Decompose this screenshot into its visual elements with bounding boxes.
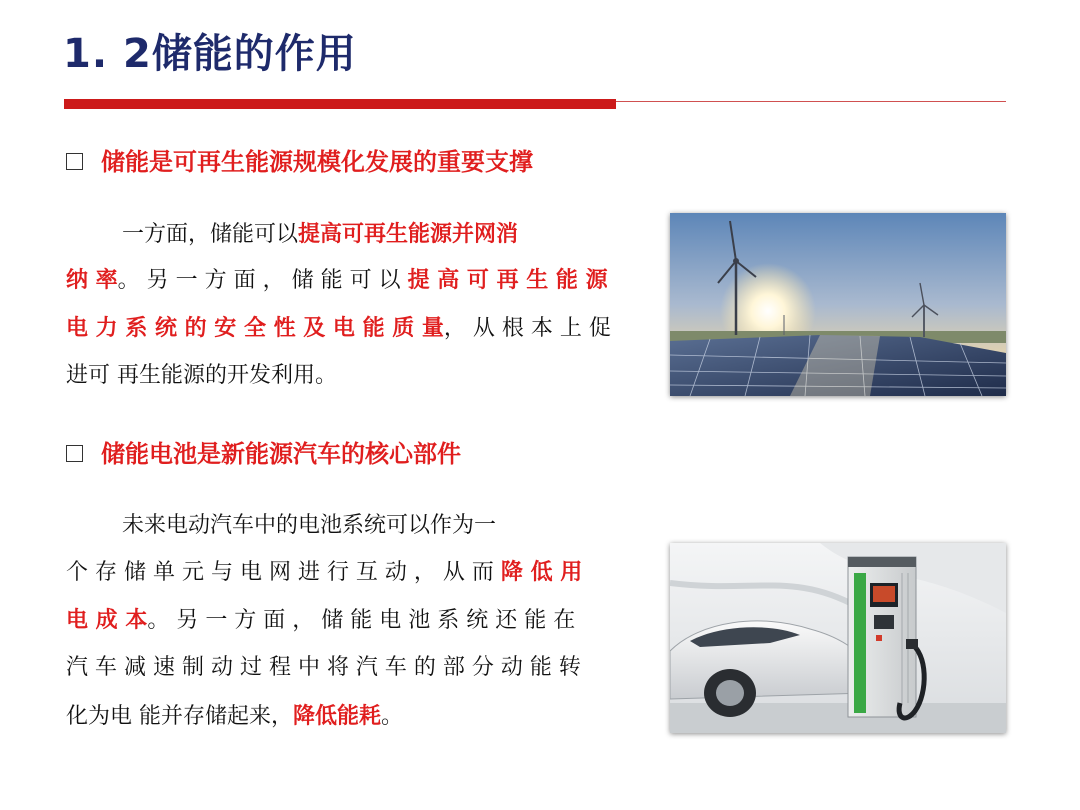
text-run: 。 [381,704,404,729]
paragraph-line [66,356,337,396]
paragraph-line [66,648,581,688]
checkbox-bullet-icon [66,445,83,462]
highlight-run: 电 力 系 统 的 安 全 性 及 电 能 质 量 [66,315,444,341]
highlight-run: 提高可再生能源并网消 [298,221,519,247]
text-run: 汽 车 减 速 制 动 过 程 中 将 汽 车 的 部 分 动 能 转 [66,655,581,680]
text-run: 一方面，储能可以 [122,222,299,247]
text-run: 。 另 一 方 面 ， 储 能 电 池 系 统 还 能 在 [147,608,576,633]
wind-solar-photo [670,213,1006,396]
text-run: 。 另 一 方 面 ， 储 能 可 以 [117,268,408,293]
text-run: 个 存 储 单 元 与 电 网 进 行 互 动 ， 从 而 [66,560,501,585]
title-underline-thin [616,101,1006,102]
paragraph-line [66,260,608,300]
paragraph-line [122,214,518,254]
section-heading-2 [66,436,461,472]
section-heading-text: 储能是可再生能源规模化发展的重要支撑 [101,148,533,176]
checkbox-bullet-icon [66,153,83,170]
paragraph-line [122,506,496,546]
page-title: 1. 2储能的作用 [63,31,357,77]
highlight-run: 电 成 本 [66,607,148,633]
text-run: ， 从 根 本 上 促 [443,316,611,341]
highlight-run: 纳 率 [66,267,118,293]
section-heading-1 [66,144,533,180]
paragraph-line [66,552,582,592]
text-run: 化为电 能并存储起来， [66,704,293,729]
text-run: 进可 再生能源的开发利用。 [66,363,337,388]
paragraph-line [66,600,575,640]
highlight-run: 降低能耗 [293,703,382,729]
highlight-run: 降 低 用 [500,559,583,585]
ev-charging-photo [670,543,1006,733]
section-heading-text: 储能电池是新能源汽车的核心部件 [101,440,461,468]
paragraph-line [66,696,403,736]
title-underline-bar [64,99,616,109]
text-run: 未来电动汽车中的电池系统可以作为一 [122,513,497,538]
highlight-run: 提 高 可 再 生 能 源 [407,267,608,293]
paragraph-line [66,308,611,348]
